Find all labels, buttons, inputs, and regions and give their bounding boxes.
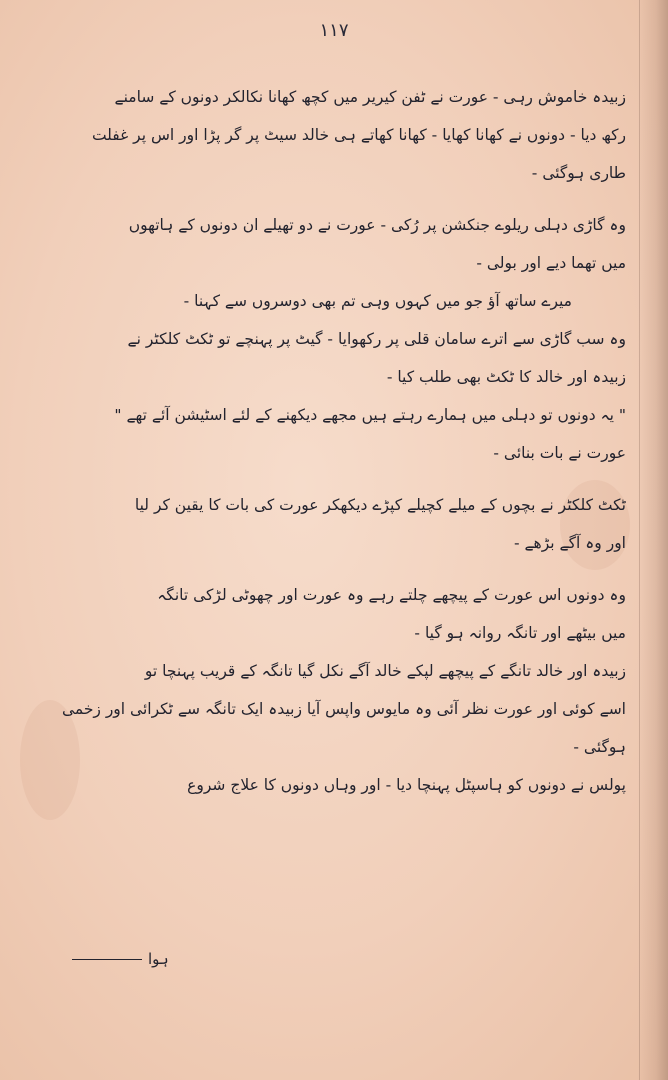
text-line: میں بیٹھے اور تانگہ روانہ ہو گیا - xyxy=(414,624,626,642)
closing-rule xyxy=(72,959,142,960)
body-text xyxy=(58,78,626,804)
text-line: وہ دونوں اس عورت کے پیچھے چلتے رہے وہ عورت اور چھوٹی لڑکی تانگہ xyxy=(157,586,626,604)
text-line: ٹکٹ کلکٹر نے بچوں کے میلے کچیلے کپڑے دیکھکر عورت کی بات کا یقین کر لیا xyxy=(134,496,626,514)
text-line: زبیدہ اور خالد تانگے کے پیچھے لپکے خالد آگے نکل گیا تانگہ کے قریب پہنچا تو xyxy=(144,662,626,680)
text-line: " یہ دونوں تو دہلی میں ہمارے رہتے ہیں مجھے دیکھنے کے لئے اسٹیشن آئے تھے " xyxy=(114,406,626,424)
text-line: زبیدہ خاموش رہی - عورت نے ٹفن کیریر میں کچھ کھانا نکالکر دونوں کے سامنے xyxy=(114,88,626,106)
text-line: طاری ہوگئی - xyxy=(531,164,626,182)
text-line: میرے ساتھ آؤ جو میں کہوں وہی تم بھی دوسروں سے کہنا - xyxy=(183,292,572,310)
page-number: ۱۱۷ xyxy=(319,20,349,41)
text-line: زبیدہ اور خالد کا ٹکٹ بھی طلب کیا - xyxy=(386,368,626,386)
text-line: ہوگئی - xyxy=(573,738,626,756)
closing-line xyxy=(72,950,169,968)
closing-word: ہوا xyxy=(148,950,169,968)
page-gutter-line xyxy=(639,0,640,1080)
text-line: وہ گاڑی دہلی ریلوے جنکشن پر رُکی - عورت نے دو تھیلے ان دونوں کے ہاتھوں xyxy=(128,216,626,234)
text-line: رکھ دیا - دونوں نے کھانا کھایا - کھانا کھاتے ہی خالد سیٹ پر گر پڑا اور اس پر غفلت xyxy=(91,126,626,144)
text-line: وہ سب گاڑی سے اترے سامان قلی پر رکھوایا - گیٹ پر پہنچے تو ٹکٹ کلکٹر نے xyxy=(127,330,626,348)
text-line: عورت نے بات بنائی - xyxy=(493,444,626,462)
page-edge-shadow xyxy=(638,0,668,1080)
text-line: اور وہ آگے بڑھے - xyxy=(513,534,626,552)
text-line: پولس نے دونوں کو ہاسپٹل پہنچا دیا - اور وہاں دونوں کا علاج شروع xyxy=(187,776,626,794)
text-line: اسے کوئی اور عورت نظر آئی وہ مایوس واپس آیا زبیدہ ایک تانگہ سے ٹکرائی اور زخمی xyxy=(61,700,626,718)
text-line: میں تھما دیے اور بولی - xyxy=(476,254,626,272)
